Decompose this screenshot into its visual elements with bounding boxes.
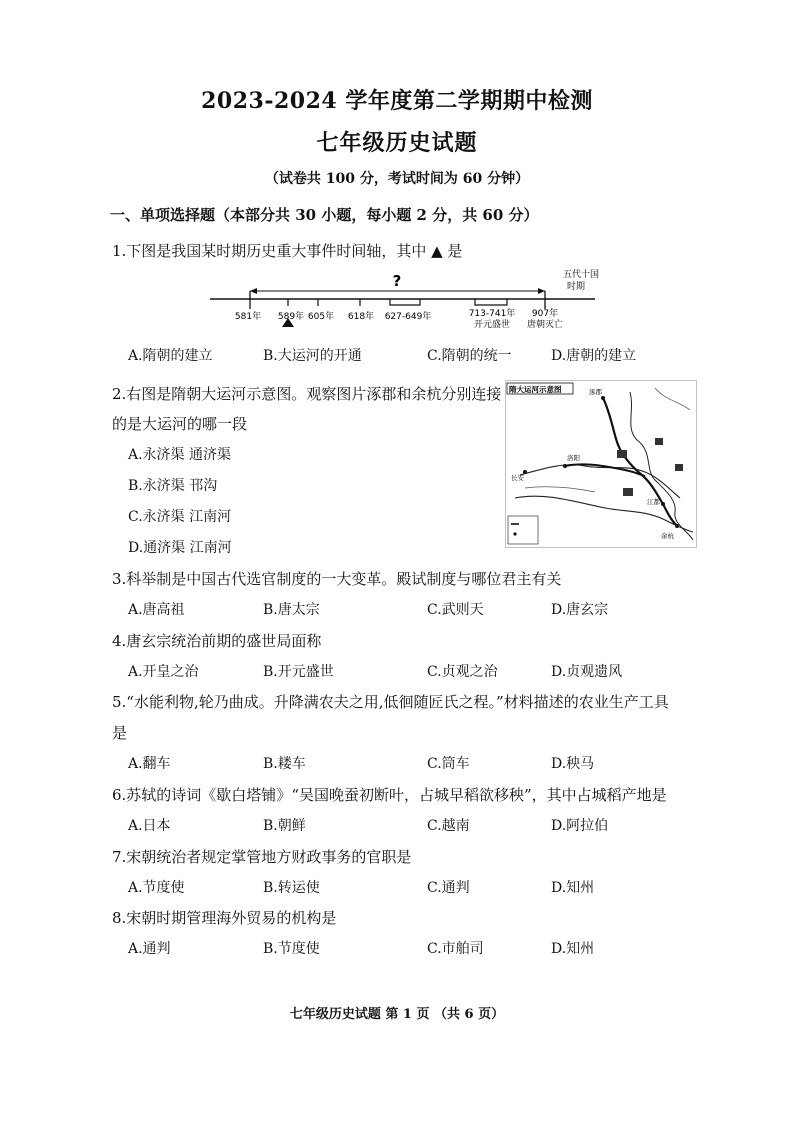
map-shade-2 bbox=[655, 438, 663, 445]
exam-note: （试卷共 100 分，考试时间为 60 分钟） bbox=[264, 171, 530, 187]
q7-option-b: B.转运使 bbox=[263, 880, 320, 896]
city-dot-zhuojun bbox=[601, 396, 605, 400]
city-dot-yuhang bbox=[675, 524, 679, 528]
timeline-end-label-2: 时期 bbox=[567, 282, 586, 292]
q2-option-b: B.永济渠 邗沟 bbox=[128, 478, 218, 494]
map-shade-3 bbox=[675, 464, 683, 471]
tick-label-627-649: 627-649年 bbox=[384, 312, 432, 322]
q4-option-a: A.开皇之治 bbox=[128, 664, 199, 680]
q5-option-c: C.筒车 bbox=[427, 756, 470, 772]
sub-label-tang-fall: 唐朝灭亡 bbox=[526, 320, 564, 330]
q3-option-a: A.唐高祖 bbox=[128, 602, 185, 618]
map-label-yuhang: 余杭 bbox=[661, 532, 674, 540]
tick-label-605: 605年 bbox=[307, 312, 335, 322]
tick-label-589: 589年 bbox=[277, 312, 305, 322]
timeline-end-label-1: 五代十国 bbox=[563, 270, 600, 280]
span-arrow-right bbox=[538, 288, 545, 294]
tick-label-618: 618年 bbox=[347, 312, 375, 322]
page-footer: 七年级历史试题 第 1 页 （共 6 页） bbox=[289, 1007, 505, 1022]
question-2-stem-line2: 的是大运河的哪一段 bbox=[112, 415, 248, 433]
question-5-stem-line1: 5.“水能利物,轮乃曲成。升降满农夫之用,低徊随匠氏之程。”材料描述的农业生产工具 bbox=[112, 693, 669, 711]
q1-option-c: C.隋朝的统一 bbox=[427, 348, 512, 364]
section-heading: 一、单项选择题（本部分共 30 小题，每小题 2 分，共 60 分） bbox=[110, 206, 539, 224]
question-8-stem: 8.宋朝时期管理海外贸易的机构是 bbox=[112, 909, 337, 927]
question-2-stem-line1: 2.右图是隋朝大运河示意图。观察图片涿郡和余杭分别连接 bbox=[112, 385, 502, 403]
exam-title: 2023-2024 学年度第二学期期中检测 bbox=[201, 88, 593, 114]
q1-option-d: D.唐朝的建立 bbox=[551, 348, 637, 364]
q6-option-c: C.越南 bbox=[427, 818, 470, 834]
q4-option-b: B.开元盛世 bbox=[263, 664, 334, 680]
q3-option-d: D.唐玄宗 bbox=[551, 602, 609, 618]
q8-option-a: A.通判 bbox=[128, 941, 171, 957]
q8-option-b: B.节度使 bbox=[263, 941, 320, 957]
question-7-stem: 7.宋朝统治者规定掌管地方财政事务的官职是 bbox=[112, 848, 412, 866]
bracket-627-649 bbox=[390, 299, 420, 305]
q1-option-a: A.隋朝的建立 bbox=[128, 348, 213, 364]
city-dot-jiangdu bbox=[661, 502, 665, 506]
map-label-jiangdu: 江都 bbox=[647, 498, 660, 506]
q6-option-b: B.朝鲜 bbox=[263, 818, 306, 834]
q7-option-d: D.知州 bbox=[551, 880, 595, 896]
q3-option-b: B.唐太宗 bbox=[263, 602, 320, 618]
grand-canal-map bbox=[505, 380, 697, 548]
bracket-713-741 bbox=[475, 299, 507, 305]
q8-option-d: D.知州 bbox=[551, 941, 595, 957]
timeline-figure bbox=[205, 265, 605, 337]
sub-label-kaiyuan: 开元盛世 bbox=[473, 320, 511, 330]
map-label-luoyang: 洛阳 bbox=[567, 454, 580, 462]
timeline-question-mark: ? bbox=[392, 272, 402, 290]
q2-option-a: A.永济渠 通济渠 bbox=[128, 447, 232, 463]
q6-option-a: A.日本 bbox=[128, 818, 171, 834]
q5-option-d: D.秧马 bbox=[551, 756, 595, 772]
question-5-stem-line2: 是 bbox=[112, 724, 128, 742]
q7-option-a: A.节度使 bbox=[128, 880, 185, 896]
q4-option-d: D.贞观遗风 bbox=[551, 664, 623, 680]
q2-option-d: D.通济渠 江南河 bbox=[128, 540, 232, 556]
map-shade-4 bbox=[623, 488, 633, 496]
q5-option-b: B.耧车 bbox=[263, 756, 306, 772]
map-label-zhuojun: 涿郡 bbox=[589, 388, 602, 396]
q6-option-d: D.阿拉伯 bbox=[551, 818, 609, 834]
question-3-stem: 3.科举制是中国古代选官制度的一大变革。殿试制度与哪位君主有关 bbox=[112, 570, 562, 588]
map-label-changan: 长安 bbox=[511, 474, 524, 482]
q1-option-b: B.大运河的开通 bbox=[263, 348, 362, 364]
q8-option-c: C.市舶司 bbox=[427, 941, 484, 957]
q4-option-c: C.贞观之治 bbox=[427, 664, 498, 680]
question-4-stem: 4.唐玄宗统治前期的盛世局面称 bbox=[112, 632, 322, 650]
question-1-stem: 1.下图是我国某时期历史重大事件时间轴，其中 ▲ 是 bbox=[112, 242, 463, 260]
q2-option-c: C.永济渠 江南河 bbox=[128, 509, 232, 525]
map-shade-1 bbox=[617, 450, 627, 458]
city-dot-luoyang bbox=[563, 464, 567, 468]
exam-subtitle: 七年级历史试题 bbox=[316, 130, 478, 156]
tick-label-907: 907年 bbox=[531, 309, 559, 319]
q7-option-c: C.通判 bbox=[427, 880, 470, 896]
map-title: 隋大运河示意图 bbox=[509, 385, 562, 394]
question-6-stem: 6.苏轼的诗词《歇白塔铺》“吴国晚蚕初断叶，占城早稻欲移秧”，其中占城稻产地是 bbox=[112, 786, 667, 804]
span-arrow-left bbox=[250, 288, 257, 294]
map-legend bbox=[508, 516, 538, 544]
tick-label-713-741: 713-741年 bbox=[468, 309, 516, 319]
q5-option-a: A.翻车 bbox=[128, 756, 171, 772]
q3-option-c: C.武则天 bbox=[427, 602, 484, 618]
tick-label-581: 581年 bbox=[234, 312, 262, 322]
